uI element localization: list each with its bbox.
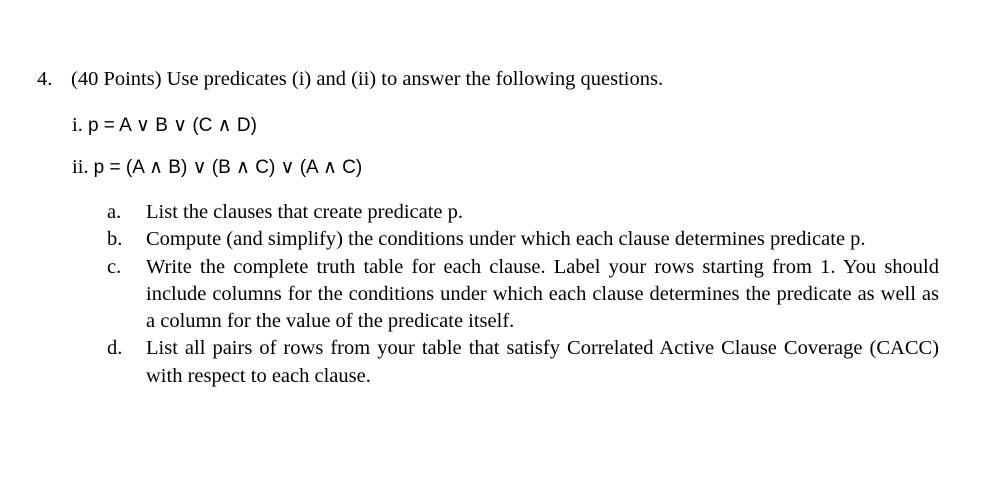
item-text: List the clauses that create predicate p. bbox=[146, 201, 464, 223]
predicate-expression: p = A ∨ B ∨ (C ∧ D) bbox=[87, 115, 257, 136]
sub-question-d bbox=[107, 335, 939, 390]
question-number: 4. bbox=[37, 68, 53, 90]
predicate-expression: p = (A ∧ B) ∨ (B ∧ C) ∨ (A ∧ C) bbox=[93, 157, 363, 178]
item-letter: d. bbox=[107, 337, 123, 360]
predicate-label: i. bbox=[72, 114, 83, 136]
sub-question-list bbox=[107, 199, 939, 390]
sub-question-b bbox=[107, 226, 939, 253]
sub-question-a bbox=[107, 199, 939, 226]
predicate-label: ii. bbox=[72, 156, 89, 178]
item-letter: c. bbox=[107, 255, 122, 278]
item-letter: a. bbox=[107, 201, 122, 223]
sub-question-c bbox=[107, 254, 939, 336]
predicate-ii bbox=[72, 156, 362, 179]
question-text: (40 Points) Use predicates (i) and (ii) to answer the following questions. bbox=[71, 68, 664, 90]
item-text: List all pairs of rows from your table that satisfy Correlated Active Clause Coverage (CACC) with respect to each clause. bbox=[146, 337, 939, 387]
question-header bbox=[37, 68, 663, 91]
item-text: Write the complete truth table for each clause. Label your rows starting from 1. You should include columns for the conditions under which each clause determines the predicate as well as a column for the value of the predicate itself. bbox=[146, 255, 939, 333]
predicate-i bbox=[72, 114, 257, 137]
item-letter: b. bbox=[107, 228, 123, 251]
item-text: Compute (and simplify) the conditions under which each clause determines predicate p. bbox=[146, 228, 866, 251]
